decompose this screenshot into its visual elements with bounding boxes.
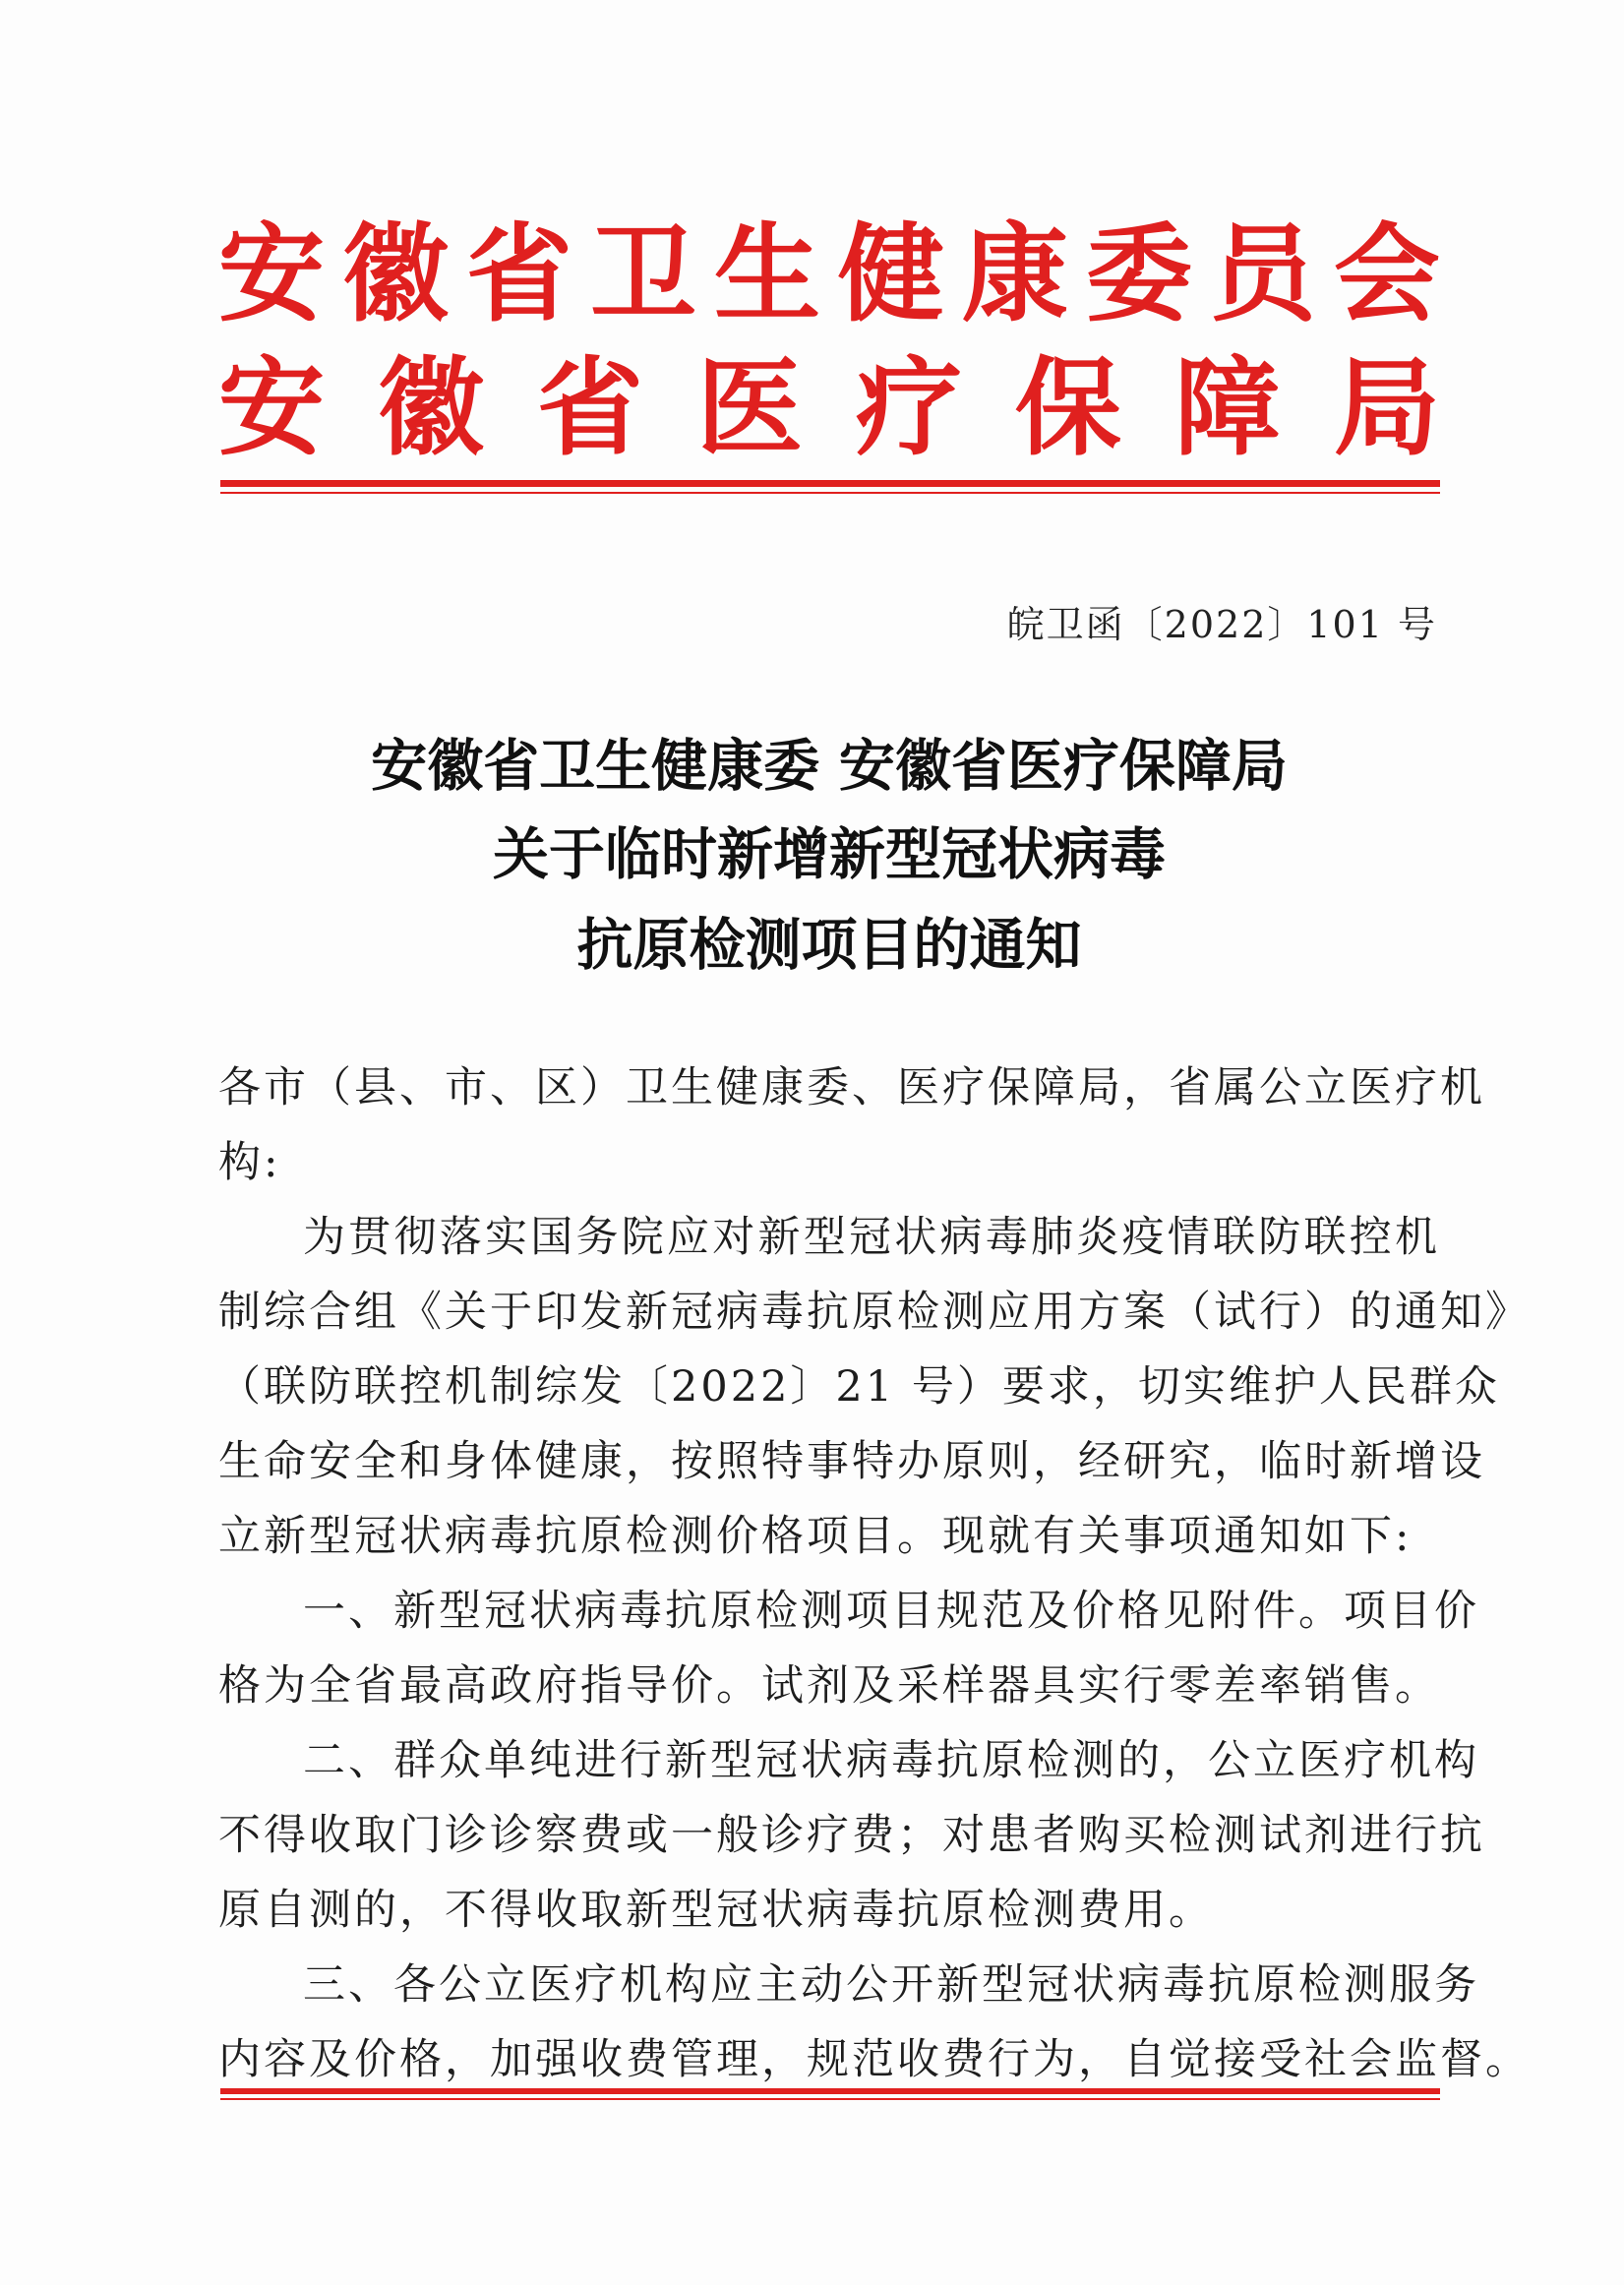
issuing-org-line-2 — [218, 344, 1440, 472]
header-red-rule-thick — [220, 480, 1440, 487]
text-line: 为贯彻落实国务院应对新型冠状病毒肺炎疫情联防联控机 — [303, 1213, 1440, 1262]
text-line: （联防联控机制综发〔2022〕21 号）要求，切实维护人民群众 — [218, 1362, 1500, 1412]
org-char: 疗 — [855, 346, 962, 470]
text-line: 二、群众单纯进行新型冠状病毒抗原检测的，公立医疗机构 — [303, 1736, 1479, 1785]
salutation — [218, 1051, 1485, 1200]
title-line-1: 安徽省卫生健康委 安徽省医疗保障局 — [371, 733, 1288, 799]
org-char: 安 — [218, 346, 326, 470]
paragraph-item-1 — [218, 1574, 1479, 1723]
text-line: 一、新型冠状病毒抗原检测项目规范及价格见附件。项目价 — [303, 1587, 1479, 1636]
title-line-3: 抗原检测项目的通知 — [576, 912, 1082, 978]
org-char: 保 — [1014, 346, 1121, 470]
paragraph-item-2 — [218, 1723, 1485, 1948]
text-line: 构: — [218, 1138, 281, 1187]
org-char: 省 — [465, 212, 572, 336]
paragraph-item-3 — [218, 1948, 1531, 2097]
document-number: 皖卫函〔2022〕101 号 — [1006, 603, 1437, 646]
paragraph-intro — [218, 1200, 1531, 1574]
text-line: 各市（县、市、区）卫生健康委、医疗保障局，省属公立医疗机 — [218, 1063, 1485, 1112]
text-line: 制综合组《关于印发新冠病毒抗原检测应用方案（试行）的通知》 — [218, 1288, 1531, 1337]
org-char: 安 — [218, 212, 326, 336]
text-line: 格为全省最高政府指导价。试剂及采样器具实行零差率销售。 — [218, 1661, 1440, 1711]
org-char: 卫 — [589, 212, 696, 336]
footer-red-rule-thick — [220, 2088, 1440, 2094]
org-char: 会 — [1333, 212, 1440, 336]
org-char: 局 — [1333, 346, 1440, 470]
text-line: 生命安全和身体健康，按照特事特办原则，经研究，临时新增设 — [218, 1437, 1485, 1486]
text-line: 立新型冠状病毒抗原检测价格项目。现就有关事项通知如下: — [218, 1512, 1413, 1561]
org-char: 员 — [1209, 212, 1316, 336]
text-line: 三、各公立医疗机构应主动公开新型冠状病毒抗原检测服务 — [303, 1960, 1479, 2010]
text-line: 不得收取门诊诊察费或一般诊疗费；对患者购买检测试剂进行抗 — [218, 1811, 1485, 1860]
org-char: 康 — [961, 212, 1068, 336]
text-line: 原自测的，不得收取新型冠状病毒抗原检测费用。 — [218, 1886, 1214, 1935]
org-char: 省 — [536, 346, 643, 470]
org-char: 徽 — [377, 346, 484, 470]
org-char: 医 — [695, 346, 803, 470]
header-red-rule-thin — [220, 492, 1440, 494]
text-line: 内容及价格，加强收费管理，规范收费行为，自觉接受社会监督。 — [218, 2035, 1531, 2084]
org-char: 生 — [713, 212, 820, 336]
issuing-org-line-1 — [218, 210, 1440, 338]
org-char: 委 — [1085, 212, 1192, 336]
org-char: 健 — [837, 212, 944, 336]
org-char: 障 — [1173, 346, 1281, 470]
org-char: 徽 — [341, 212, 449, 336]
title-line-2: 关于临时新增新型冠状病毒 — [493, 821, 1166, 887]
footer-red-rule-thin — [220, 2098, 1440, 2100]
